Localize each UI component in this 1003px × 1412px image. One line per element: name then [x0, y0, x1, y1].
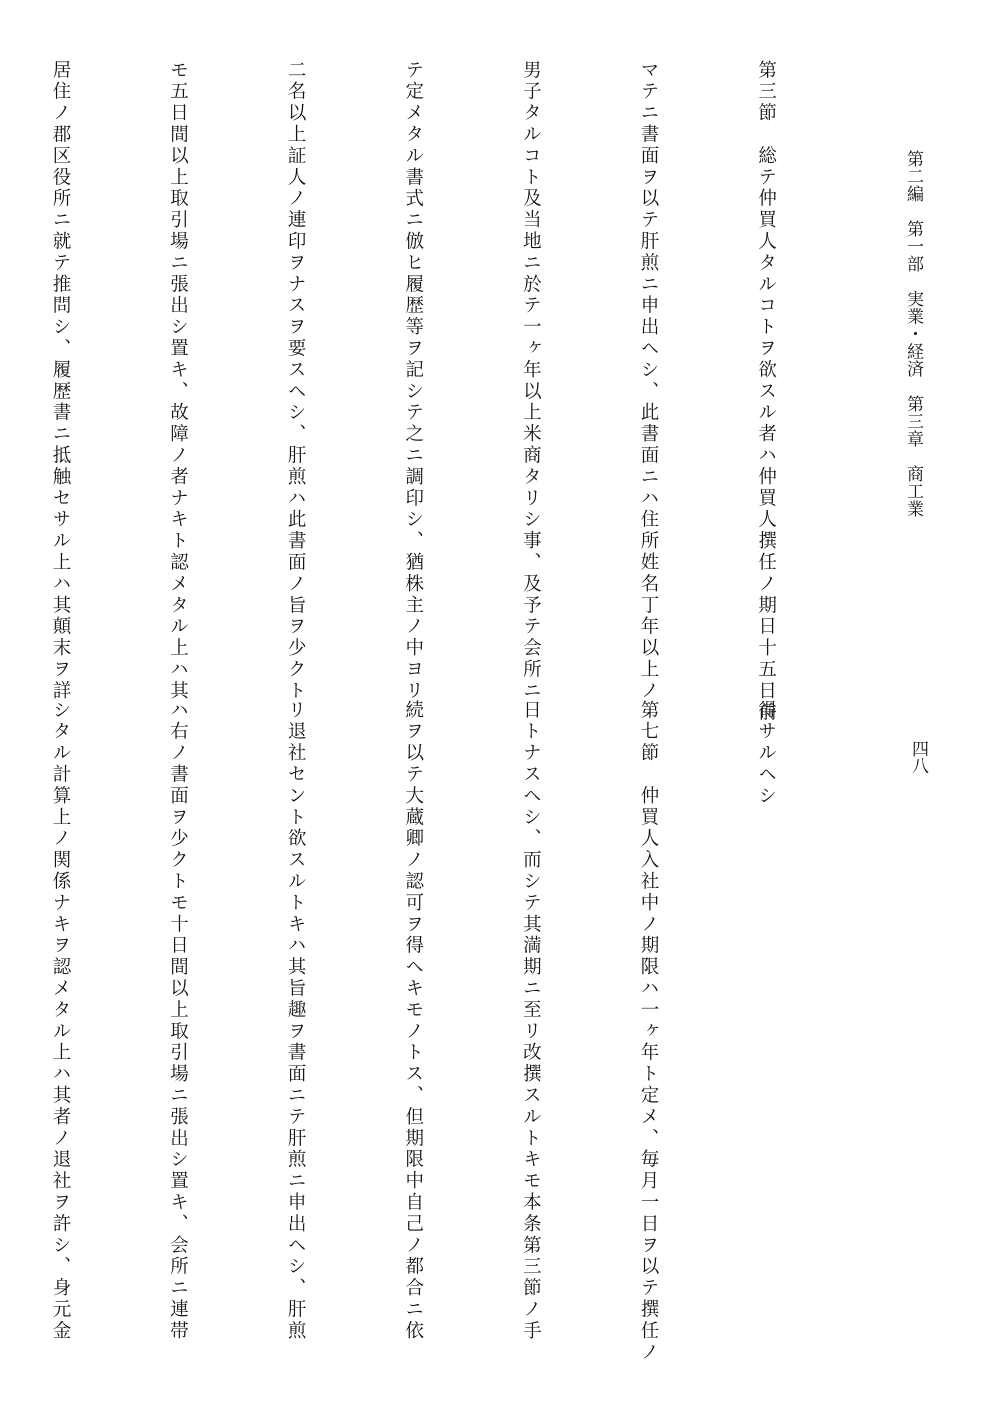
text-line: 続ヲ以テ大蔵卿ノ認可ヲ得ヘキモノトス、但期限中自己ノ都合ニ依 — [402, 700, 424, 1342]
page-number: 四八 — [908, 740, 928, 774]
upper-text-block — [49, 60, 864, 724]
text-line: リ退社セント欲スルトキハ其旨趣ヲ書面ニテ肝煎ニ申出ヘシ、肝煎 — [285, 700, 307, 1342]
text-line: ハ右ノ書面ヲ少クトモ十日間以上取引場ニ張出シ置キ、会所ニ連帯 — [167, 700, 189, 1342]
text-line: 第三節 総テ仲買人タルコトヲ欲スル者ハ仲買人撰任ノ期日十五日前 — [755, 60, 777, 724]
text-line: 居住ノ郡区役所ニ就テ推問シ、履歴書ニ抵触セサル上ハ其顛末ヲ詳 — [49, 60, 71, 702]
lower-text-block — [49, 700, 864, 1364]
text-line: テ定メタル書式ニ倣ヒ履歴等ヲ記シテ之ニ調印シ、猶株主ノ中ヨリ — [402, 60, 424, 702]
text-line: 得サルヘシ — [755, 700, 777, 807]
text-line: シタル計算上ノ関係ナキヲ認メタル上ハ其者ノ退社ヲ許シ、身元金 — [49, 700, 71, 1342]
text-line: 第七節 仲買人入社中ノ期限ハ一ヶ年ト定メ、毎月一日ヲ以テ撰任ノ — [637, 700, 659, 1364]
running-header: 第二編 第一部 実業・経済 第三章 商工業 — [903, 150, 923, 518]
text-line: 日トナスヘシ、而シテ其満期ニ至リ改撰スルトキモ本条第三節ノ手 — [520, 700, 542, 1342]
text-line: 二名以上証人ノ連印ヲナスヲ要スヘシ、肝煎ハ此書面ノ旨ヲ少クト — [285, 60, 307, 702]
text-line: 男子タルコト及当地ニ於テ一ヶ年以上米商タリシ事、及予テ会所ニ — [520, 60, 542, 702]
text-line: モ五日間以上取引場ニ張出シ置キ、故障ノ者ナキト認メタル上ハ其 — [167, 60, 189, 702]
text-line: マテニ書面ヲ以テ肝煎ニ申出ヘシ、此書面ニハ住所姓名丁年以上ノ — [637, 60, 659, 702]
